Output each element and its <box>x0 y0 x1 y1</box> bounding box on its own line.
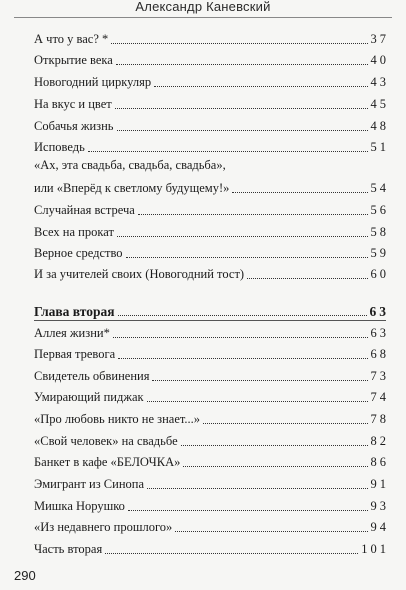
toc-entry-page: 60 <box>370 267 389 281</box>
toc-entry <box>34 434 389 449</box>
toc-entry-page: 63 <box>370 326 389 340</box>
dot-leader <box>152 379 367 381</box>
toc-entry <box>34 369 389 384</box>
toc-entry <box>34 75 389 90</box>
toc-entry-title: Всех на прокат <box>34 225 114 239</box>
toc-entry <box>34 246 389 261</box>
author-name: Александр Каневский <box>135 0 271 14</box>
toc-entry-page: 58 <box>370 225 389 239</box>
dot-leader <box>147 487 367 489</box>
dot-leader <box>154 85 367 87</box>
toc-entry <box>34 267 389 282</box>
toc-entry-title: «Свой человек» на свадьбе <box>34 434 178 448</box>
toc-entry <box>34 455 389 470</box>
toc-entry-title: Банкет в кафе «БЕЛОЧКА» <box>34 455 181 469</box>
toc-entry-page: 45 <box>370 97 389 111</box>
toc-entry-page: 59 <box>370 246 389 260</box>
dot-leader <box>175 530 367 532</box>
toc-entry-page: 56 <box>370 203 389 217</box>
dot-leader <box>128 509 368 511</box>
dot-leader <box>247 277 367 279</box>
toc-entry-title: «Ах, эта свадьба, свадьба, свадьба», <box>34 158 226 172</box>
dot-leader <box>113 336 368 338</box>
page-number: 290 <box>14 568 36 583</box>
toc-entry <box>34 326 389 341</box>
toc-entry-title: Верное средство <box>34 246 123 260</box>
toc-entry-title: Мишка Норушко <box>34 499 125 513</box>
toc-entry <box>34 119 389 134</box>
dot-leader <box>181 444 368 446</box>
toc-entry-page: 68 <box>370 347 389 361</box>
toc-entry-page: 78 <box>370 412 389 426</box>
dot-leader <box>126 256 368 258</box>
toc-entry-title: Свидетель обвинения <box>34 369 150 383</box>
toc-entry-page: 37 <box>370 32 389 46</box>
dot-leader <box>117 129 368 131</box>
toc-entry-page: 40 <box>370 53 389 67</box>
toc-entry-title: «Про любовь никто не знает...» <box>34 412 201 426</box>
toc-entry-title: Новогодний циркуляр <box>34 75 152 89</box>
dot-leader <box>147 400 368 402</box>
dot-leader <box>117 235 368 237</box>
toc-entry <box>34 542 389 557</box>
toc-entry <box>34 477 389 492</box>
toc-entry-page: 73 <box>370 369 389 383</box>
toc-entry-page: 43 <box>370 75 389 89</box>
toc-entry-page: 93 <box>370 499 389 513</box>
toc-entry-title: или «Вперёд к светлому будущему!» <box>34 181 230 195</box>
toc-entry <box>34 390 389 405</box>
toc-entry-page: 101 <box>361 542 389 556</box>
toc-entry-title: Эмигрант из Синопа <box>34 477 145 491</box>
dot-leader <box>232 191 367 193</box>
toc-entry-title: Случайная встреча <box>34 203 135 217</box>
dot-leader <box>116 63 368 65</box>
toc-entry-title: Часть вторая <box>34 542 103 556</box>
toc-entry <box>34 97 389 112</box>
toc-entry <box>34 32 389 47</box>
toc-entry-title: И за учителей своих (Новогодний тост) <box>34 267 245 281</box>
toc-entry-page: 54 <box>370 181 389 195</box>
toc-entry-page: 82 <box>370 434 389 448</box>
toc-entry <box>34 499 389 514</box>
toc-entry-page: 51 <box>370 140 389 154</box>
toc-entry-page: 86 <box>370 455 389 469</box>
toc-entry-title: Открытие века <box>34 53 113 67</box>
chapter-heading <box>34 304 389 319</box>
toc-entry <box>34 140 389 155</box>
chapter-title: Глава вторая <box>34 304 115 319</box>
toc-entry-page: 94 <box>370 520 389 534</box>
toc-entry-title: На вкус и цвет <box>34 97 112 111</box>
dot-leader <box>138 213 368 215</box>
dot-leader <box>115 107 368 109</box>
dot-leader <box>88 150 368 152</box>
dot-leader <box>118 314 367 316</box>
dot-leader <box>118 357 367 359</box>
toc-entry-title: Умирающий пиджак <box>34 390 144 404</box>
toc-entry-title: Аллея жизни* <box>34 326 110 340</box>
toc-entry <box>34 53 389 68</box>
toc-entry <box>34 158 386 173</box>
dot-leader <box>105 552 358 554</box>
toc-entry-page: 48 <box>370 119 389 133</box>
toc-entry-title: Первая тревога <box>34 347 116 361</box>
toc-entry <box>34 203 389 218</box>
toc-entry-page: 91 <box>370 477 389 491</box>
toc-entry-title: «Из недавнего прошлого» <box>34 520 173 534</box>
toc-entry <box>34 520 389 535</box>
toc-entry-title: А что у вас? * <box>34 32 109 46</box>
toc-entry-page: 74 <box>370 390 389 404</box>
chapter-page-number: 63 <box>369 304 389 319</box>
toc-entry <box>34 181 389 196</box>
dot-leader <box>111 42 367 44</box>
toc-entry <box>34 412 389 427</box>
dot-leader <box>183 465 367 467</box>
toc-entry <box>34 347 389 362</box>
toc-entry-title: Собачья жизнь <box>34 119 114 133</box>
toc-entry <box>34 225 389 240</box>
chapter-underline <box>34 320 386 321</box>
toc-entry-title: Исповедь <box>34 140 85 154</box>
dot-leader <box>203 422 367 424</box>
